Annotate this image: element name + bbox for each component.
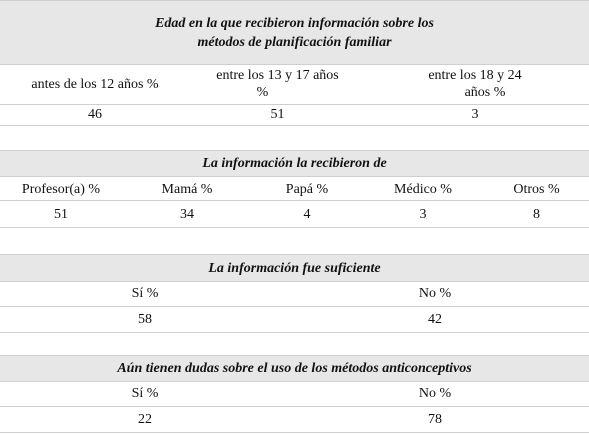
table4-value-no: 78 — [428, 412, 442, 427]
table2-value-row — [0, 201, 589, 228]
table2-header-otros: Otros % — [513, 182, 560, 197]
table1-title-line2: métodos de planificación familiar — [197, 34, 392, 50]
table1-title — [0, 0, 589, 65]
table2-header-medico: Médico % — [394, 182, 452, 197]
table2-header-profesor: Profesor(a) % — [21, 182, 101, 197]
table1-value-13-17: 51 — [270, 107, 285, 122]
table1-header-18-24: entre los 18 y 24 años % — [428, 68, 522, 100]
table3-value-si: 58 — [138, 312, 152, 327]
table2-value-otros: 8 — [533, 207, 540, 222]
table4-value-si: 22 — [138, 412, 152, 427]
table1-header-13-17: entre los 13 y 17 años % — [216, 68, 339, 100]
table4-title: Aún tienen dudas sobre el uso de los métodos anticonceptivos — [0, 355, 589, 382]
table1-value-row — [0, 105, 589, 126]
table3-value-no: 42 — [428, 312, 442, 327]
table3-header-si: Sí % — [131, 286, 159, 301]
table1-title-line1: Edad en la que recibieron información sobre los — [155, 15, 434, 31]
table2-header-row — [0, 177, 589, 201]
table2-value-profesor: 51 — [54, 207, 68, 222]
table4-value-row — [0, 407, 589, 433]
table4-header-no: No % — [418, 386, 452, 401]
table4-header-row — [0, 382, 589, 407]
table2-value-mama: 34 — [180, 207, 194, 222]
table2-value-medico: 3 — [419, 207, 427, 222]
table2-header-mama: Mamá % — [161, 182, 213, 197]
table1-header-before-12: antes de los 12 años % — [31, 77, 159, 92]
table3-value-row — [0, 307, 589, 333]
table1-value-before-12: 46 — [88, 107, 102, 122]
table3-header-row — [0, 282, 589, 307]
table3-header-no: No % — [418, 286, 452, 301]
table3-title: La información fue suficiente — [0, 254, 589, 282]
table1-header-row — [0, 65, 589, 105]
table2-title: La información la recibieron de — [0, 150, 589, 177]
table4-header-si: Sí % — [131, 386, 159, 401]
table2-value-papa: 4 — [303, 207, 311, 222]
table2-header-papa: Papá % — [285, 182, 329, 197]
table1-value-18-24: 3 — [471, 107, 479, 122]
